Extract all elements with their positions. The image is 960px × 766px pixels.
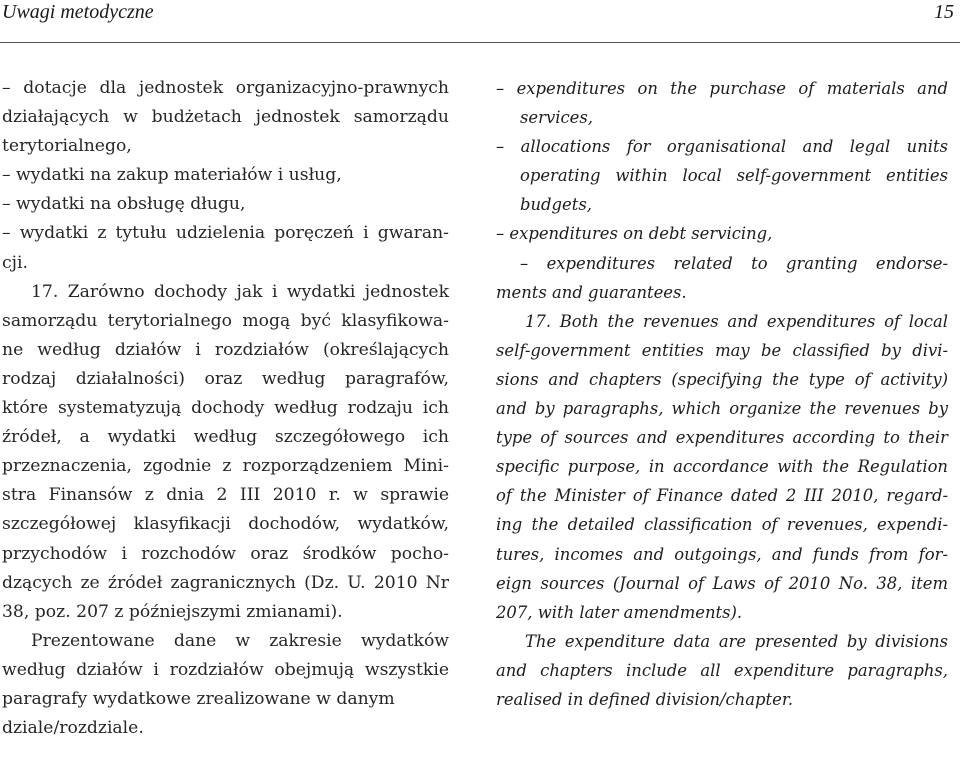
text-line: eign sources (Journal of Laws of 2010 No. 38, item xyxy=(496,573,948,593)
text-line: – expenditures related to granting endorse- xyxy=(520,253,948,273)
text-line: tures, incomes and outgoings, and funds from for- xyxy=(496,544,948,564)
english-text-column xyxy=(496,74,948,714)
text-line: type of sources and expenditures according to their xyxy=(496,428,948,448)
text-line: – wydatki z tytułu udzielenia poręczeń i gwaran- xyxy=(2,223,449,244)
text-line: of the Minister of Finance dated 2 III 2010, regard- xyxy=(496,486,948,506)
text-line: self-government entities may be classified by divi- xyxy=(496,340,948,360)
paragraph-17-start: 17. Both the revenues and expenditures of local xyxy=(525,311,948,331)
text-line: dzących ze źródeł zagranicznych (Dz. U. 2010 Nr xyxy=(2,572,449,593)
running-title: Uwagi metodyczne xyxy=(2,1,154,23)
page-header xyxy=(0,0,960,44)
paragraph-start: The expenditure data are presented by divisions xyxy=(525,631,948,651)
text-line: – wydatki na zakup materiałów i usług, xyxy=(2,165,342,186)
text-line: budgets, xyxy=(520,195,592,215)
polish-text-column xyxy=(2,74,449,743)
text-line: działających w budżetach jednostek samorządu xyxy=(2,107,449,128)
text-line: – wydatki na obsługę długu, xyxy=(2,194,246,215)
text-line: sions and chapters (specifying the type of activity) xyxy=(496,369,948,389)
text-line: realised in defined division/chapter. xyxy=(496,689,794,709)
text-line: – expenditures on the purchase of materials and xyxy=(496,79,948,98)
text-line: – expenditures on debt servicing, xyxy=(496,224,773,244)
paragraph-17-start: 17. Zarówno dochody jak i wydatki jednostek xyxy=(31,281,449,302)
text-line: cji. xyxy=(2,252,28,273)
text-line: specific purpose, in accordance with the Regulation xyxy=(496,457,948,477)
text-line: ing the detailed classification of revenues, expendi- xyxy=(496,515,948,535)
text-line: and chapters include all expenditure paragraphs, xyxy=(496,660,948,680)
text-line: paragrafy wydatkowe zrealizowane w danym xyxy=(2,688,395,709)
text-line: 207, with later amendments). xyxy=(496,602,743,622)
text-line: terytorialnego, xyxy=(2,136,132,157)
text-line: szczegółowej klasyfikacji dochodów, wydatków, xyxy=(2,514,449,535)
text-line: przeznaczenia, zgodnie z rozporządzeniem Mini- xyxy=(2,456,449,477)
text-line: przychodów i rozchodów oraz środków pocho- xyxy=(2,543,449,564)
text-line: stra Finansów z dnia 2 III 2010 r. w sprawie xyxy=(2,485,449,506)
text-line: and by paragraphs, which organize the revenues by xyxy=(496,399,948,419)
header-divider xyxy=(0,42,960,43)
text-line: operating within local self-government entities xyxy=(520,166,948,186)
text-line: według działów i rozdziałów obejmują wszystkie xyxy=(2,659,449,680)
paragraph-start: Prezentowane dane w zakresie wydatków xyxy=(31,630,449,651)
text-line: które systematyzują dochody według rodzaju ich xyxy=(2,398,449,419)
text-line: ne według działów i rozdziałów (określających xyxy=(2,339,449,360)
text-line: samorządu terytorialnego mogą być klasyfikowa- xyxy=(2,310,449,331)
page-number: 15 xyxy=(934,1,954,23)
text-line: źródeł, a wydatki według szczegółowego ich xyxy=(2,427,449,448)
text-line: 38, poz. 207 z późniejszymi zmianami). xyxy=(2,601,343,622)
text-line: services, xyxy=(520,108,593,128)
text-line: – allocations for organisational and legal units xyxy=(496,137,948,157)
text-line: dziale/rozdziale. xyxy=(2,718,144,739)
text-line: ments and guarantees. xyxy=(496,282,687,302)
text-line: rodzaj działalności) oraz według paragrafów, xyxy=(2,368,449,389)
text-line: – dotacje dla jednostek organizacyjno-prawnych xyxy=(2,78,449,98)
